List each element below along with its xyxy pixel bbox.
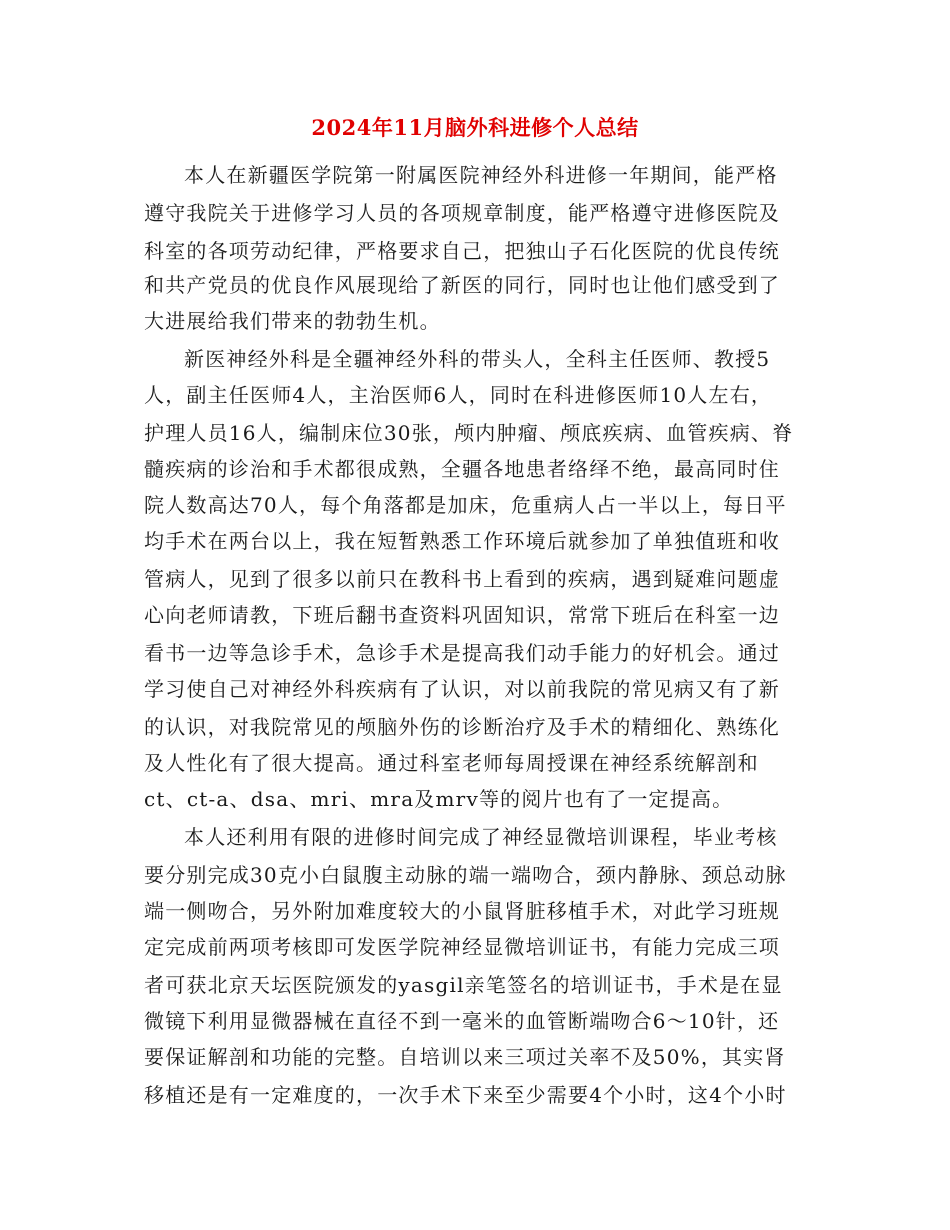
paragraph-3-line-4: 定完成前两项考核即可发医学院神经显微培训证书，有能力完成三项 (144, 935, 780, 959)
paragraph-3-line-1: 本人还利用有限的进修时间完成了神经显微培训课程，毕业考核 (184, 825, 778, 849)
paragraph-2-line-3: 护理人员16人，编制床位30张，颅内肿瘤、颅底疾病、血管疾病、脊 (144, 421, 794, 445)
paragraph-3-line-6: 微镜下利用显微器械在直径不到一毫米的血管断端吻合6～10针，还 (144, 1009, 780, 1033)
paragraph-2-line-7: 管病人，见到了很多以前只在教科书上看到的疾病，遇到疑难问题虚 (144, 567, 780, 591)
paragraph-3-line-7: 要保证解剖和功能的完整。自培训以来三项过关率不及50%，其实肾 (144, 1045, 786, 1069)
paragraph-1-line-5: 大进展给我们带来的勃勃生机。 (144, 309, 441, 333)
paragraph-3-line-2: 要分别完成30克小白鼠腹主动脉的端一端吻合，颈内静脉、颈总动脉 (144, 863, 787, 887)
paragraph-2-line-8: 心向老师请教，下班后翻书查资料巩固知识，常常下班后在科室一边 (144, 603, 780, 627)
paragraph-2-line-13: ct、ct-a、dsa、mri、mra及mrv等的阅片也有了一定提高。 (144, 787, 734, 811)
paragraph-2-line-5: 院人数高达70人，每个角落都是加床，危重病人占一半以上，每日平 (144, 493, 787, 517)
paragraph-1-line-4: 和共产党员的优良作风展现给了新医的同行，同时也让他们感受到了 (144, 273, 780, 297)
paragraph-3-line-5: 者可获北京天坛医院颁发的yasgil亲笔签名的培训证书，手术是在显 (144, 973, 783, 997)
paragraph-2-line-12: 及人性化有了很大提高。通过科室老师每周授课在神经系统解剖和 (144, 751, 759, 775)
paragraph-2-line-4: 髓疾病的诊治和手术都很成熟，全疆各地患者络绎不绝，最高同时住 (144, 457, 780, 481)
paragraph-3-line-8: 移植还是有一定难度的，一次手术下来至少需要4个小时，这4个小时 (144, 1083, 787, 1107)
paragraph-2-line-11: 的认识，对我院常见的颅脑外伤的诊断治疗及手术的精细化、熟练化 (144, 715, 780, 739)
paragraph-2-line-6: 均手术在两台以上，我在短暂熟悉工作环境后就参加了单独值班和收 (144, 529, 780, 553)
paragraph-2-line-9: 看书一边等急诊手术，急诊手术是提高我们动手能力的好机会。通过 (144, 641, 780, 665)
paragraph-2-line-1: 新医神经外科是全疆神经外科的带头人，全科主任医师、教授5 (184, 347, 771, 371)
paragraph-3-line-3: 端一侧吻合，另外附加难度较大的小鼠肾脏移植手术，对此学习班规 (144, 899, 780, 923)
paragraph-1-line-3: 科室的各项劳动纪律，严格要求自己，把独山子石化医院的优良传统 (144, 239, 780, 263)
paragraph-1-line-1: 本人在新疆医学院第一附属医院神经外科进修一年期间，能严格 (184, 163, 778, 187)
paragraph-1-line-2: 遵守我院关于进修学习人员的各项规章制度，能严格遵守进修医院及 (144, 201, 780, 225)
paragraph-2-line-10: 学习使自己对神经外科疾病有了认识，对以前我院的常见病又有了新 (144, 677, 780, 701)
document-title: 2024年11月脑外科进修个人总结 (311, 115, 639, 140)
paragraph-2-line-2: 人，副主任医师4人，主治医师6人，同时在科进修医师10人左右， (144, 383, 773, 407)
